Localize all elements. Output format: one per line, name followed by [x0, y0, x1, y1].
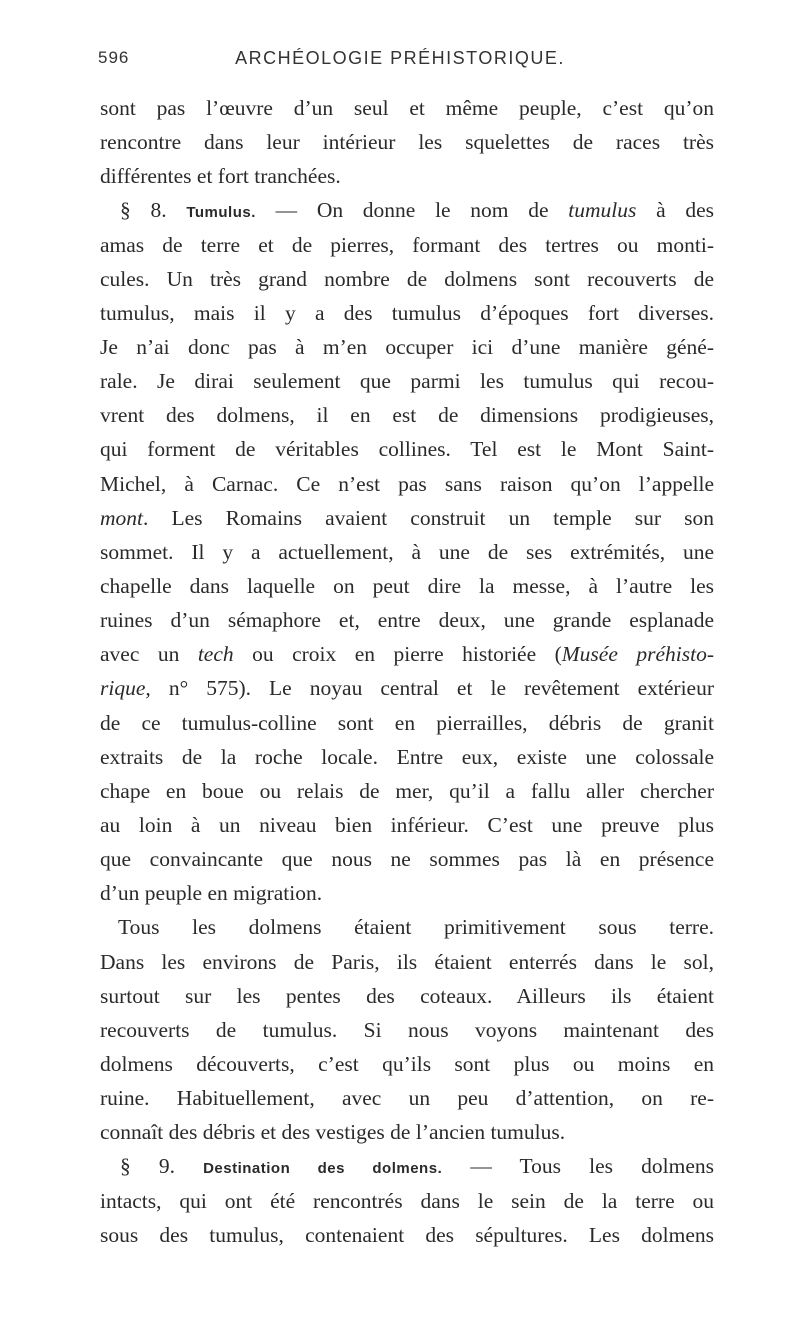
- text-run: différentes et fort tranchées.: [100, 164, 341, 189]
- text-line: [0, 603, 800, 637]
- text-run: ou croix en pierre historiée (: [233, 642, 562, 667]
- text-line-content: [100, 398, 714, 432]
- text-run: intacts, qui ont été rencontrés dans le sein de la terre ou: [100, 1188, 714, 1213]
- text-run: ruines d’un sémaphore et, entre deux, une grande esplanade: [100, 608, 714, 633]
- text-run: § 8.: [120, 198, 187, 223]
- text-line: [0, 1115, 800, 1149]
- text-line-content: [100, 1013, 714, 1047]
- text-line-content: [100, 637, 714, 671]
- text-run: — On donne le nom de: [255, 198, 569, 223]
- text-line: [0, 774, 800, 808]
- section-heading: Tumulus.: [186, 204, 256, 222]
- text-line-content: [120, 1149, 714, 1186]
- running-head: [0, 48, 800, 78]
- text-run: Tous les dolmens étaient primitivement sous terre.: [118, 915, 714, 940]
- text-line-content: [100, 706, 714, 740]
- text-line: [0, 1149, 800, 1183]
- text-run: surtout sur les pentes des coteaux. Ailleurs ils étaient: [100, 983, 714, 1008]
- text-run: tumulus, mais il y a des tumulus d’époques fort diverses.: [100, 300, 714, 325]
- text-line: [0, 979, 800, 1013]
- text-line-content: [100, 1115, 714, 1149]
- text-line: [0, 945, 800, 979]
- text-line-content: [100, 364, 714, 398]
- text-line-content: [100, 1081, 714, 1115]
- text-line: [0, 159, 800, 193]
- text-run: connaît des débris et des vestiges de l’ancien tumulus.: [100, 1120, 566, 1145]
- text-line: [0, 125, 800, 159]
- text-line: [0, 1184, 800, 1218]
- text-run: au loin à un niveau bien inférieur. C’est une preuve plus: [100, 812, 714, 837]
- text-line: [0, 569, 800, 603]
- text-run: que convaincante que nous ne sommes pas là en présence: [100, 847, 714, 872]
- text-line-content: [100, 228, 714, 262]
- text-line-content: [100, 125, 714, 159]
- text-line-content: [100, 535, 714, 569]
- text-run: ruine. Habituellement, avec un peu d’attention, on re-: [100, 1086, 714, 1111]
- text-line-content: [100, 1184, 714, 1218]
- text-line-content: [100, 603, 714, 637]
- text-run: amas de terre et de pierres, formant des tertres ou monti-: [100, 232, 714, 257]
- running-title: ARCHÉOLOGIE PRÉHISTORIQUE.: [235, 48, 565, 68]
- text-line-content: [100, 671, 714, 705]
- text-line-content: [100, 740, 714, 774]
- italic-text: rique,: [100, 676, 151, 701]
- text-line: [0, 364, 800, 398]
- text-run: . Les Romains avaient construit un temple sur son: [143, 505, 714, 530]
- text-run: avec un: [100, 642, 198, 667]
- text-line-content: [100, 159, 714, 193]
- text-line: [0, 808, 800, 842]
- text-run: sommet. Il y a actuellement, à une de ses extrémités, une: [100, 539, 714, 564]
- section-heading: Destination des dolmens.: [203, 1160, 443, 1178]
- text-run: Dans les environs de Paris, ils étaient enterrés dans le sol,: [100, 949, 714, 974]
- text-line-content: [100, 432, 714, 466]
- text-run: recouverts de tumulus. Si nous voyons maintenant des: [100, 1017, 714, 1042]
- text-run: vrent des dolmens, il en est de dimensions prodigieuses,: [100, 403, 714, 428]
- text-line: [0, 671, 800, 705]
- italic-text: tumulus: [568, 198, 637, 223]
- italic-text: mont: [100, 505, 143, 530]
- text-line: [0, 1081, 800, 1115]
- text-run: cules. Un très grand nombre de dolmens sont recouverts de: [100, 266, 714, 291]
- text-line-content: [100, 330, 714, 364]
- text-line: [0, 910, 800, 944]
- text-run: rale. Je dirai seulement que parmi les tumulus qui recou-: [100, 369, 714, 394]
- text-run: extraits de la roche locale. Entre eux, existe une colossale: [100, 744, 714, 769]
- text-line-content: [100, 1218, 714, 1252]
- text-line-content: [100, 296, 714, 330]
- text-run: chapelle dans laquelle on peut dire la messe, à l’autre les: [100, 573, 714, 598]
- text-run: sont pas l’œuvre d’un seul et même peuple, c’est qu’on: [100, 96, 714, 120]
- text-line-content: [100, 569, 714, 603]
- text-line: [0, 706, 800, 740]
- italic-text: tech: [197, 642, 234, 667]
- text-line-content: [100, 262, 714, 296]
- text-line: [0, 876, 800, 910]
- text-line: [0, 740, 800, 774]
- text-run: — Tous les dolmens: [442, 1154, 714, 1179]
- text-run: chape en boue ou relais de mer, qu’il a fallu aller chercher: [100, 778, 714, 803]
- text-line-content: [100, 1047, 714, 1081]
- text-run: d’un peuple en migration.: [100, 881, 323, 906]
- text-line-content: [120, 193, 714, 230]
- text-run: rencontre dans leur intérieur les squelettes de races très: [100, 130, 714, 155]
- text-line: [0, 1218, 800, 1252]
- text-line: [0, 296, 800, 330]
- text-line-content: [100, 876, 714, 910]
- body-text: [0, 91, 800, 1252]
- text-line-content: [100, 808, 714, 842]
- italic-text: Musée préhisto-: [561, 642, 714, 667]
- text-run: de ce tumulus-colline sont en pierrailles, débris de granit: [100, 710, 714, 735]
- text-line-content: [100, 91, 714, 125]
- text-run: qui forment de véritables collines. Tel est le Mont Saint-: [100, 437, 714, 462]
- text-line: [0, 91, 800, 125]
- text-line-content: [100, 467, 714, 501]
- text-line: [0, 501, 800, 535]
- text-line-content: [100, 842, 714, 876]
- text-line: [0, 637, 800, 671]
- text-line-content: [100, 979, 714, 1013]
- text-line: [0, 842, 800, 876]
- text-line: [0, 535, 800, 569]
- text-line: [0, 398, 800, 432]
- text-run: n° 575). Le noyau central et le revêtement extérieur: [150, 676, 714, 701]
- text-run: Michel, à Carnac. Ce n’est pas sans raison qu’on l’appelle: [100, 471, 714, 496]
- text-run: à des: [636, 198, 714, 223]
- text-line: [0, 193, 800, 227]
- text-line: [0, 330, 800, 364]
- text-line: [0, 467, 800, 501]
- text-line: [0, 1047, 800, 1081]
- text-run: § 9.: [120, 1154, 204, 1179]
- text-line-content: [100, 774, 714, 808]
- text-line-content: [100, 501, 714, 535]
- text-line-content: [118, 910, 714, 944]
- text-line-content: [100, 945, 714, 979]
- text-run: sous des tumulus, contenaient des sépultures. Les dolmens: [100, 1222, 714, 1247]
- text-line: [0, 228, 800, 262]
- text-run: Je n’ai donc pas à m’en occuper ici d’une manière géné-: [100, 334, 714, 359]
- text-line: [0, 432, 800, 466]
- text-line: [0, 1013, 800, 1047]
- text-line: [0, 262, 800, 296]
- page-number: 596: [98, 48, 130, 67]
- text-run: dolmens découverts, c’est qu’ils sont plus ou moins en: [100, 1051, 714, 1076]
